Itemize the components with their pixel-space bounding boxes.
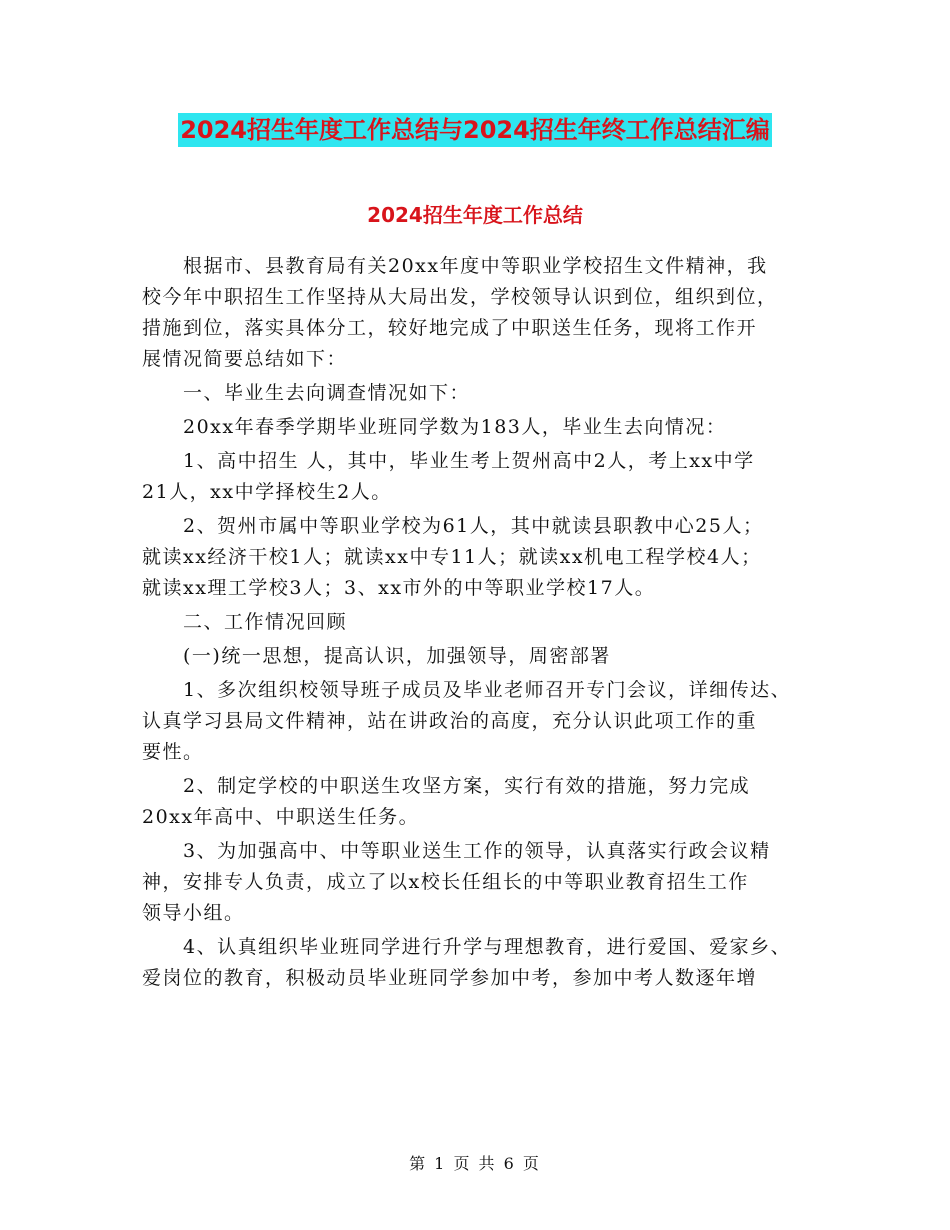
body-line: 就读xx理工学校3人；3、xx市外的中等职业学校17人。	[142, 577, 656, 599]
body-line: 展情况简要总结如下：	[142, 348, 348, 370]
page-footer: 第 1 页 共 6 页	[409, 1154, 541, 1173]
body-line: 2、贺州市属中等职业学校为61人，其中就读县职教中心25人；	[142, 515, 764, 537]
body-line: 2、制定学校的中职送生攻坚方案，实行有效的措施，努力完成	[142, 775, 751, 797]
document-body	[142, 251, 832, 994]
body-line: 就读xx经济干校1人；就读xx中专11人；就读xx机电工程学校4人；	[142, 546, 762, 568]
body-line: 措施到位，落实具体分工，较好地完成了中职送生任务，现将工作开	[142, 317, 758, 339]
body-line: 领导小组。	[142, 902, 245, 924]
section-title: 2024招生年度工作总结	[367, 203, 583, 227]
body-line: 21人，xx中学择校生2人。	[142, 481, 392, 503]
body-line: 爱岗位的教育，积极动员毕业班同学参加中考，参加中考人数逐年增	[142, 967, 758, 989]
document-title-container	[0, 113, 950, 147]
body-line: 一、毕业生去向调查情况如下：	[142, 382, 471, 404]
body-line: 3、为加强高中、中等职业送生工作的领导，认真落实行政会议精	[142, 840, 771, 862]
body-line: (一)统一思想，提高认识，加强领导，周密部署	[142, 645, 611, 667]
body-line: 20xx年春季学期毕业班同学数为183人，毕业生去向情况：	[142, 416, 727, 438]
body-line: 1、多次组织校领导班子成员及毕业老师召开专门会议，详细传达、	[142, 679, 792, 701]
document-title: 2024招生年度工作总结与2024招生年终工作总结汇编	[178, 113, 772, 147]
body-line: 1、高中招生 人，其中，毕业生考上贺州高中2人，考上xx中学	[142, 450, 755, 472]
body-line: 神，安排专人负责，成立了以x校长任组长的中等职业教育招生工作	[142, 871, 749, 893]
body-line: 要性。	[142, 741, 204, 763]
body-line: 二、工作情况回顾	[142, 611, 348, 633]
body-line: 根据市、县教育局有关20xx年度中等职业学校招生文件精神，我	[142, 255, 768, 277]
body-line: 4、认真组织毕业班同学进行升学与理想教育，进行爱国、爱家乡、	[142, 936, 792, 958]
body-line: 校今年中职招生工作坚持从大局出发，学校领导认识到位，组织到位，	[142, 286, 778, 308]
body-line: 20xx年高中、中职送生任务。	[142, 806, 420, 828]
body-line: 认真学习县局文件精神，站在讲政治的高度，充分认识此项工作的重	[142, 710, 758, 732]
